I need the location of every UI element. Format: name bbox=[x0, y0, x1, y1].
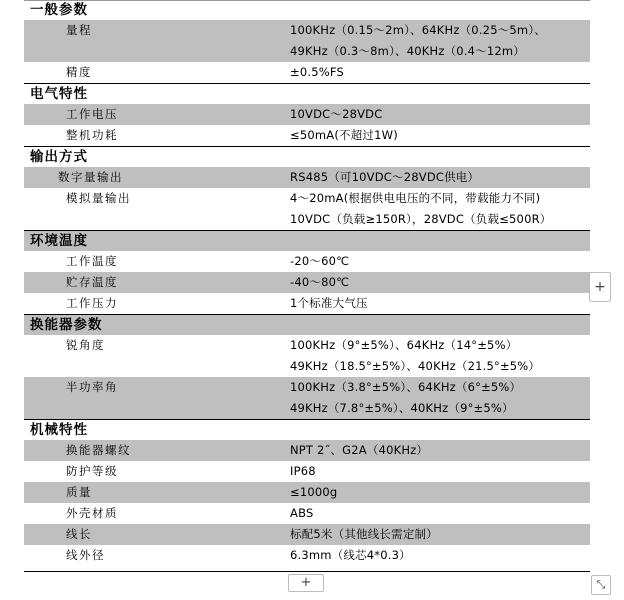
add-column-button[interactable]: + bbox=[589, 272, 611, 302]
pressure-label: 工作压力 bbox=[66, 296, 118, 310]
section-title: 机械特性 bbox=[24, 420, 590, 441]
weight-value: ≤1000g bbox=[290, 482, 590, 503]
half-power-label: 半功率角 bbox=[24, 377, 290, 398]
digital-output-value: RS485（可10VDC～28VDC供电） bbox=[290, 167, 590, 188]
table-row bbox=[24, 167, 590, 188]
cable-length-label: 线长 bbox=[24, 524, 290, 545]
table-bottom-border bbox=[24, 571, 590, 572]
table-row bbox=[24, 524, 590, 545]
table-row bbox=[24, 482, 590, 503]
power-label: 整机功耗 bbox=[66, 128, 118, 142]
section-title: 电气特性 bbox=[24, 84, 590, 105]
table-row bbox=[24, 293, 590, 315]
table-row bbox=[24, 251, 590, 272]
resize-handle-icon[interactable]: ⤡ bbox=[591, 575, 611, 595]
analog-output-value-cont: 10VDC（负载≥150R），28VDC（负载≤500R） bbox=[290, 212, 552, 226]
table-row bbox=[24, 440, 590, 461]
analog-output-value: 4～20mA(根据供电电压的不同，带载能力不同) bbox=[290, 191, 541, 205]
table-row bbox=[24, 104, 590, 125]
table-row bbox=[24, 377, 590, 398]
table-row bbox=[24, 503, 590, 524]
section-header-mechanical bbox=[24, 420, 590, 441]
voltage-label: 工作电压 bbox=[24, 104, 290, 125]
section-title: 换能器参数 bbox=[24, 315, 590, 336]
sharp-angle-label: 锐角度 bbox=[66, 338, 105, 352]
section-header-transducer bbox=[24, 315, 590, 336]
table-row bbox=[24, 62, 590, 84]
cable-diameter-label: 线外径 bbox=[66, 548, 105, 562]
table-row bbox=[24, 398, 590, 420]
protection-value: IP68 bbox=[290, 464, 316, 478]
table-row bbox=[24, 545, 590, 566]
add-row-button[interactable]: + bbox=[288, 574, 324, 592]
housing-value: ABS bbox=[290, 506, 314, 520]
sharp-angle-value: 100KHz（9°±5%）、64KHz（14°±5%） bbox=[290, 338, 518, 352]
table-row bbox=[24, 335, 590, 356]
section-title: 一般参数 bbox=[30, 2, 88, 18]
op-temp-label: 工作温度 bbox=[66, 254, 118, 268]
table-row bbox=[24, 20, 590, 41]
section-header-electrical bbox=[24, 84, 590, 105]
sharp-angle-value-cont: 49KHz（18.5°±5%）、40KHz（21.5°±5%） bbox=[290, 359, 541, 373]
cable-diameter-value: 6.3mm（线芯4*0.3） bbox=[290, 548, 411, 562]
section-title: 环境温度 bbox=[24, 231, 590, 252]
pressure-value: 1个标准大气压 bbox=[290, 296, 368, 310]
table-row bbox=[24, 356, 590, 377]
range-label: 量程 bbox=[24, 20, 290, 41]
storage-temp-value: -40～80℃ bbox=[290, 272, 590, 293]
section-header-environment bbox=[24, 231, 590, 252]
power-value: ≤50mA(不超过1W) bbox=[290, 128, 398, 142]
section-title: 输出方式 bbox=[24, 147, 590, 168]
spec-table bbox=[24, 0, 590, 566]
table-row bbox=[24, 272, 590, 293]
weight-label: 质量 bbox=[24, 482, 290, 503]
cable-length-value: 标配5米（其他线长需定制） bbox=[290, 524, 590, 545]
range-value-cont: 49KHz（0.3～8m）、40KHz（0.4～12m） bbox=[290, 41, 590, 62]
table-row bbox=[24, 125, 590, 147]
section-header-general bbox=[24, 0, 590, 20]
table-row bbox=[24, 41, 590, 62]
half-power-value-cont: 49KHz（7.8°±5%）、40KHz（9°±5%） bbox=[290, 398, 590, 420]
digital-output-label: 数字量输出 bbox=[24, 167, 290, 188]
protection-label: 防护等级 bbox=[66, 464, 118, 478]
accuracy-label: 精度 bbox=[66, 65, 92, 79]
accuracy-value: ±0.5%FS bbox=[290, 65, 344, 79]
table-row bbox=[24, 209, 590, 231]
voltage-value: 10VDC～28VDC bbox=[290, 104, 590, 125]
thread-value: NPT 2˝、G2A（40KHz） bbox=[290, 440, 590, 461]
table-row bbox=[24, 188, 590, 209]
analog-output-label: 模拟量输出 bbox=[66, 191, 131, 205]
thread-label: 换能器螺纹 bbox=[24, 440, 290, 461]
section-header-output bbox=[24, 147, 590, 168]
housing-label: 外壳材质 bbox=[66, 506, 118, 520]
table-row bbox=[24, 461, 590, 482]
range-value: 100KHz（0.15～2m）、64KHz（0.25～5m）、 bbox=[290, 20, 590, 41]
half-power-value: 100KHz（3.8°±5%）、64KHz（6°±5%） bbox=[290, 377, 590, 398]
storage-temp-label: 贮存温度 bbox=[24, 272, 290, 293]
op-temp-value: -20～60℃ bbox=[290, 254, 350, 268]
